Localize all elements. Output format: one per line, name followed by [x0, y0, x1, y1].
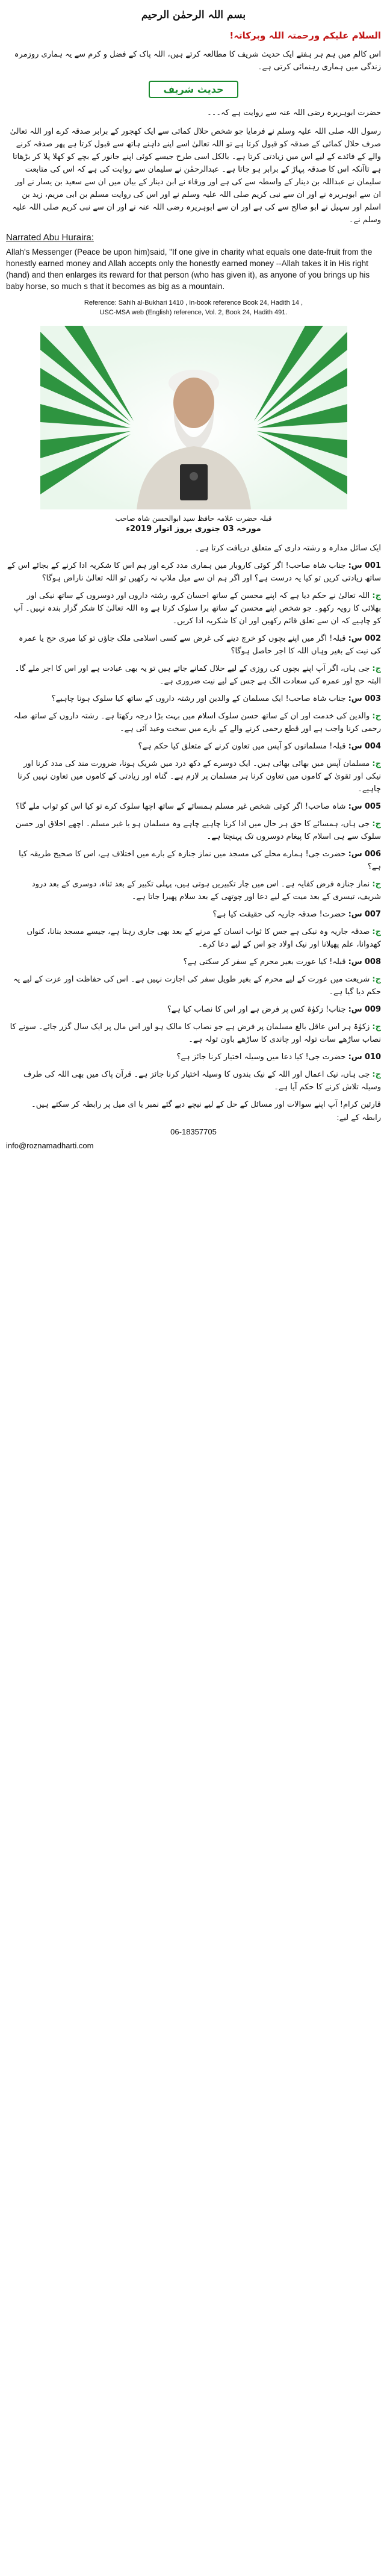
question-prefix: س:: [348, 957, 362, 966]
qa-item: [6, 542, 381, 555]
english-hadith-title: Narrated Abu Huraira:: [6, 232, 94, 243]
qa-text: جناب شاہ صاحب! ایک مسلمان کے والدین اور رشتہ داروں کے ساتھ کیا سلوک ہونا چاہیے؟: [51, 694, 346, 703]
qa-item: [6, 1003, 381, 1016]
answer-prefix: ج:: [372, 820, 381, 829]
qa-item: [6, 908, 381, 921]
hadith-reference: [6, 298, 381, 317]
qa-text: قبلہ! کیا عورت بغیر محرم کے سفر کر سکتی ہے؟: [183, 957, 346, 966]
answer-prefix: ج:: [372, 759, 381, 768]
qa-item: [6, 1051, 381, 1063]
footer-note: قارئین کرام! آپ اپنے سوالات اور مسائل کے حل کے لیے نیچے دیے گئے نمبر یا ای میل پر رابطہ کر سکتے ہیں۔: [31, 1100, 381, 1109]
qa-text: زکوٰۃ ہر اس عاقل بالغ مسلمان پر فرض ہے جو نصاب کا مالک ہو اور اس مال پر ایک سال گزر جائے۔ سونے کا نصاب ساڑھے سات تولہ اور چاندی کا ساڑھے باون تولہ ہے۔: [10, 1022, 381, 1044]
answer-prefix: ج:: [372, 591, 381, 600]
qa-text: قبلہ! اگر میں اپنے بچوں کو خرچ دینے کی غرض سے کسی اسلامی ملک جاؤں تو کیا میری حج یا عمرہ کی نیت کے بغیر وہاں اللہ کا اجر حاصل ہوگا؟: [18, 634, 381, 656]
english-hadith-text: Allah's Messenger (Peace be upon him)said, "If one give in charity what equals one date-fruit from the honestly earned money and Allah accepts only the honestly earned money --Allah takes it in His right (hand) and then enlarges its reward for that person (who has given it), as anyone of you brings up his baby horse, so much s that it becomes as big as a mountain.: [6, 247, 373, 291]
answer-prefix: ج:: [372, 975, 381, 984]
qa-item: [6, 848, 381, 873]
qa-item: [6, 590, 381, 627]
qa-section: [6, 542, 381, 1094]
qa-text: ایک سائل مدارہ و رشتہ داری کے متعلق دریافت کرتا ہے۔: [194, 544, 381, 553]
qa-text: جی ہاں، نیک اعمال اور اللہ کے نیک بندوں کا وسیلہ اختیار کرنا جائز ہے۔ قرآن پاک میں بھی اللہ کی طرف وسیلہ تلاش کرنے کا حکم آیا ہے۔: [23, 1070, 381, 1092]
question-prefix: س:: [348, 694, 362, 703]
qa-number: 003: [364, 694, 381, 703]
qa-item: [6, 710, 381, 735]
section-heading-box: [6, 81, 381, 98]
qa-item: [6, 740, 381, 753]
hadith-reference-line-2: USC-MSA web (English) reference, Vol. 2, Book 24, Hadith 491.: [99, 309, 288, 316]
qa-text: حضرت! صدقہ جاریہ کی حقیقت کیا ہے؟: [212, 910, 346, 919]
scholar-photo-illustration: [40, 326, 347, 509]
hadith-reference-line-1: Reference: Sahih al-Bukhari 1410 , In-book reference Book 24, Hadith 14 ,: [84, 299, 303, 306]
qa-item: [6, 973, 381, 998]
qa-item: [6, 800, 381, 813]
question-prefix: س:: [348, 910, 362, 919]
hadith-urdu-text: رسول اللہ صلی اللہ علیہ وسلم نے فرمایا جو شخص حلال کمائی سے ایک کھجور کے برابر صدقہ کرے اور اللہ تعالیٰ صرف حلال کمائی کے صدقہ کو قبول کرتا ہے تو اللہ تعالیٰ اسے اپنے داہنے ہاتھ سے قبول کرتا ہے پھر صدقہ کرنے والے کے فائدے کے لیے اس میں زیادتی کرتا ہے۔ بالکل اسی طرح جیسے کوئی اپنے جانور کے بچے کو کھلا پلا کر بڑھاتا ہے تاآنکہ اس کا صدقہ پہاڑ کے برابر ہو جاتا ہے۔ عبدالرحمٰن نے سلیمان سے روایت کی ہے کہ اس کی متابعت سلیمان نے عبداللہ بن دینار کے واسطہ سے کی ہے اور ورقاء نے ابن دینار کے بیان میں ان سے سعید بن یسار نے اور ان سے ابوہریرہ نے اور ان سے نبی کریم صلی اللہ علیہ وسلم نے اور اس کی روایت مسلم بن ابی مریم، زید بن اسلم اور سہیل نے ابو صالح سے کی ہے اور ان سے ابوہریرہ رضی اللہ عنہ نے اور ان سے نبی کریم صلی اللہ علیہ وسلم نے۔: [10, 127, 381, 225]
qa-item: [6, 818, 381, 843]
qa-text: اللہ تعالیٰ نے حکم دیا ہے کہ اپنے محسن کے ساتھ احسان کرو، رشتہ داروں اور دوسروں کے ساتھ نیکی اور بھلائی کا رویہ رکھو۔ جو شخص اپنے محسن کے ساتھ برا سلوک کرتا ہے وہ اللہ تعالیٰ کا شکر گزار بندہ نہیں۔ آپ کو چاہیے کہ ان سے تعلق قائم رکھیں اور ان کا شکریہ ادا کریں۔: [13, 591, 381, 626]
contact-email[interactable]: info@roznamadharti.com: [6, 1141, 94, 1150]
qa-number: 001: [364, 561, 381, 570]
footer-contact-label: رابطہ کے لیے:: [336, 1113, 381, 1122]
question-prefix: س:: [348, 1053, 362, 1062]
qa-text: جی ہاں، ہمسائے کا حق ہر حال میں ادا کرنا چاہیے چاہے وہ مسلمان ہو یا غیر مسلم۔ اچھے اخلاق اور حسن سلوک سے ہی اسلام کا پیغام دوسروں تک پہنچتا ہے۔: [15, 820, 381, 841]
qa-item: [6, 926, 381, 951]
intro-paragraph: اس کالم میں ہم ہر ہفتے ایک حدیث شریف کا مطالعہ کرتے ہیں، اللہ پاک کے فضل و کرم سے یہ ہماری روزمرہ زندگی میں ہماری رہنمائی کرتی ہے۔: [14, 50, 381, 72]
qa-item: [6, 1068, 381, 1094]
bismillah-heading: بسم اللہ الرحمٰن الرحیم: [141, 9, 246, 21]
qa-number: 008: [364, 957, 381, 966]
answer-prefix: ج:: [372, 664, 381, 673]
answer-prefix: ج:: [372, 927, 381, 936]
qa-text: شریعت میں عورت کے لیے محرم کے بغیر طویل سفر کی اجازت نہیں ہے۔ اس کی حفاظت اور عزت کے لیے یہ حکم دیا گیا ہے۔: [13, 975, 381, 997]
section-heading: حدیث شریف: [149, 81, 238, 98]
qa-item: [6, 758, 381, 795]
qa-text: مسلمان آپس میں بھائی بھائی ہیں۔ ایک دوسرے کے دکھ درد میں شریک ہونا، ضرورت مند کی مدد کرنا اور نیکی اور تقویٰ کے کاموں میں تعاون کرنا ہر مسلمان پر لازم ہے۔ گناہ اور زیادتی کے کاموں میں تعاون نہیں کرنا چاہیے۔: [17, 759, 381, 794]
qa-item: [6, 1021, 381, 1046]
question-prefix: س:: [348, 561, 362, 570]
question-prefix: س:: [348, 1005, 362, 1014]
qa-item: [6, 632, 381, 658]
qa-text: قبلہ! مسلمانوں کو آپس میں تعاون کرنے کے متعلق کیا حکم ہے؟: [138, 742, 346, 751]
answer-prefix: ج:: [372, 1022, 381, 1031]
qa-item: [6, 559, 381, 585]
question-prefix: س:: [348, 802, 362, 811]
qa-text: والدین کی خدمت اور ان کے ساتھ حسن سلوک اسلام میں بہت بڑا درجہ رکھتا ہے۔ رشتہ داروں کے ساتھ صلہ رحمی کرنا واجب ہے اور قطع رحمی کرنے والے کے بارے میں سخت وعید آئی ہے۔: [13, 712, 381, 733]
qa-number: 004: [364, 742, 381, 751]
hadith-narration-intro: حضرت ابوہریرہ رضی اللہ عنہ سے روایت ہے کہ۔۔۔: [207, 108, 381, 117]
photo-date: مورخہ 03 جنوری بروز اتوار 2019ء: [126, 524, 261, 534]
qa-text: جناب شاہ صاحب! اگر کوئی کاروبار میں ہماری مدد کرے اور ہم اس کا شکریہ ادا کرنے کے بجائے اس کے ساتھ زیادتی کریں تو کیا یہ درست ہے؟ اور اگر ہم ان سے میل ملاپ نہ رکھیں تو اللہ تعالیٰ ناراض ہوگا؟: [7, 561, 381, 583]
qa-text: شاہ صاحب! اگر کوئی شخص غیر مسلم ہمسائے کے ساتھ اچھا سلوک کرے تو کیا اس کو ثواب ملے گا؟: [16, 802, 346, 811]
contact-phone[interactable]: 06-18357705: [170, 1127, 217, 1136]
qa-number: 002: [364, 634, 381, 643]
qa-number: 010: [364, 1053, 381, 1062]
qa-number: 007: [364, 910, 381, 919]
qa-text: جناب! زکوٰۃ کس پر فرض ہے اور اس کا نصاب کیا ہے؟: [167, 1005, 346, 1014]
qa-item: [6, 878, 381, 903]
qa-item: [6, 692, 381, 705]
question-prefix: س:: [348, 634, 362, 643]
answer-prefix: ج:: [372, 712, 381, 721]
scholar-photo: [40, 326, 347, 509]
qa-number: 005: [364, 802, 381, 811]
salaam-greeting: السلام علیکم ورحمتہ اللہ وبرکاتہ!: [229, 30, 381, 41]
qa-item: [6, 662, 381, 688]
article-page: [0, 0, 387, 1156]
qa-text: حضرت جی! کیا دعا میں وسیلہ اختیار کرنا جائز ہے؟: [176, 1053, 346, 1062]
answer-prefix: ج:: [372, 1070, 381, 1079]
qa-text: نماز جنازہ فرض کفایہ ہے۔ اس میں چار تکبیریں ہوتی ہیں، پہلی تکبیر کے بعد ثناء، دوسری کے بعد درود شریف، تیسری کے بعد میت کے لیے دعا اور چوتھی کے بعد سلام پھیرا جاتا ہے۔: [31, 880, 381, 901]
qa-number: 009: [364, 1005, 381, 1014]
qa-text: حضرت جی! ہمارے محلے کی مسجد میں نماز جنازہ کے بارے میں اختلاف ہے، اس کا صحیح طریقہ کیا ہے؟: [19, 850, 381, 871]
qa-number: 006: [364, 850, 381, 859]
photo-caption: قبلہ حضرت علامہ حافظ سید ابوالحسن شاہ صاحب: [115, 514, 272, 523]
answer-prefix: ج:: [372, 880, 381, 889]
footer: [6, 1098, 381, 1125]
question-prefix: س:: [348, 742, 362, 751]
question-prefix: س:: [348, 850, 362, 859]
qa-item: [6, 956, 381, 968]
qa-text: جی ہاں، اگر آپ اپنے بچوں کی روزی کے لیے حلال کمانے جاتے ہیں تو یہ بھی عبادت ہے اور اس کا اجر ملے گا۔ البتہ حج اور عمرہ کی سعادت الگ ہے جس کے لیے نیت ضروری ہے۔: [14, 664, 381, 686]
qa-text: صدقہ جاریہ وہ نیکی ہے جس کا ثواب انسان کے مرنے کے بعد بھی جاری رہتا ہے، جیسے مسجد بنانا، کنواں کھدوانا، علم پھیلانا اور نیک اولاد جو اس کے لیے دعا کرے۔: [26, 927, 381, 949]
